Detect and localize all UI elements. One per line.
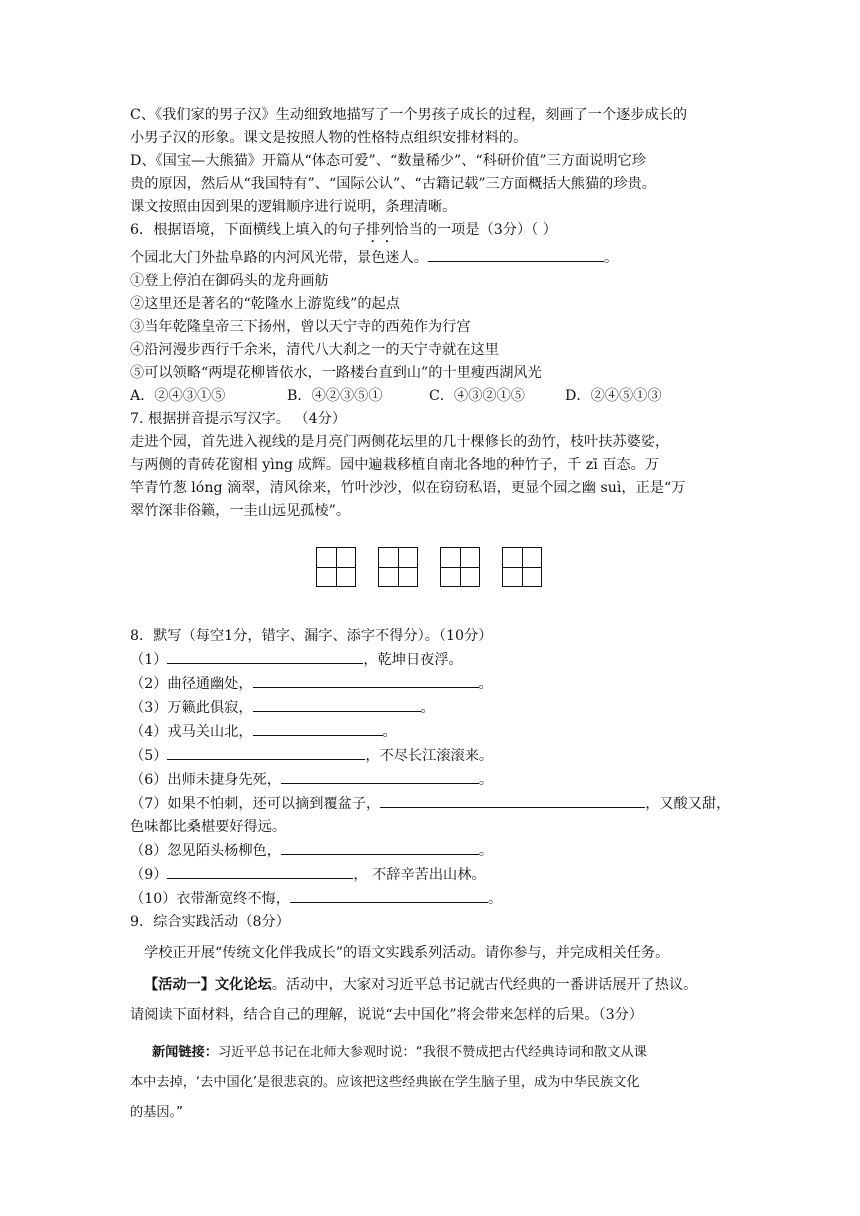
option-d-line-3: 课文按照由因到果的逻辑顺序进行说明，条理清晰。 — [130, 199, 457, 215]
q6-sentence-1: ①登上停泊在御码头的龙舟画舫 — [130, 273, 329, 289]
q8-line-7 — [130, 792, 750, 816]
q8-line-8-end: 。 — [478, 843, 494, 859]
news-link-label: 新闻链接： — [152, 1045, 218, 1060]
q6-sentence-5: ⑤可以领略“两堤花柳皆依水，一路楼台直到山”的十里瘦西湖风光 — [130, 365, 542, 381]
q9-intro: 学校正开展“传统文化伴我成长”的语文实践系列活动。请你参与，并完成相关任务。 — [144, 945, 670, 961]
q8-line-8 — [130, 839, 750, 863]
q8-blank-6[interactable] — [281, 768, 479, 784]
q8-line-9-text: ， 不辞辛苦出山林。 — [353, 867, 486, 883]
q8-blank-7[interactable] — [380, 792, 645, 808]
activity-1-label: 【活动一】文化论坛 — [144, 977, 272, 993]
q8-blank-9[interactable] — [167, 863, 353, 879]
q8-line-9-label: （9） — [130, 867, 168, 883]
q8-line-5-label: （5） — [130, 748, 168, 764]
news-link-text-1: 习近平总书记在北师大参观时说：“我很不赞成把古代经典诗词和散文从课 — [217, 1045, 647, 1060]
q8-line-2-text: （2）曲径通幽处， — [130, 676, 253, 692]
q8-line-1-label: （1） — [130, 652, 168, 668]
q6-context-text: 个园北大门外盐阜路的内河风光带，景色迷人。 — [130, 250, 428, 266]
q8-line-4 — [130, 720, 750, 744]
option-c-line-1: C、《我们家的男子汉》生动细致地描写了一个男孩子成长的过程，刻画了一个逐步成长的 — [130, 107, 688, 123]
q8-line-5-text: ，不尽长江滚滚来。 — [365, 748, 494, 764]
q8-line-2-end: 。 — [478, 676, 493, 692]
news-link-line-1 — [130, 1038, 750, 1068]
q8-line-6 — [130, 768, 750, 792]
answer-cell-3[interactable] — [440, 547, 480, 587]
q8-line-7-after: ，又酸又甜， — [645, 796, 731, 812]
question-9-title: 9．综合实践活动（8分） — [130, 914, 290, 930]
exam-page — [130, 104, 750, 1128]
q8-line-7-text: （7）如果不怕刺，还可以摘到覆盆子， — [130, 796, 381, 812]
answer-cell-4[interactable] — [502, 547, 542, 587]
q6-option-b: B．④②③⑤① — [287, 388, 383, 404]
q8-line-10 — [130, 887, 750, 911]
q8-line-10-text: （10）衣带渐宽终不悔， — [130, 891, 290, 907]
q6-option-d: D．②④⑤①③ — [565, 388, 662, 404]
q8-line-6-text: （6）出师未捷身先死， — [130, 772, 281, 788]
q6-prefix: 6．根据语境，下面横线上填入的句子 — [130, 222, 367, 238]
q8-line-1 — [130, 648, 750, 672]
q9-activity-1-line-2: 请阅读下面材料，结合自己的理解，说说“去中国化”将会带来怎样的后果。（3分） — [130, 1007, 643, 1023]
q6-sentence-2: ②这里还是著名的“乾隆水上游览线”的起点 — [130, 296, 400, 312]
activity-1-text: 。活动中，大家对习近平总书记就古代经典的一番讲话展开了热议。 — [271, 977, 698, 993]
q8-blank-1[interactable] — [167, 648, 363, 664]
q8-blank-3[interactable] — [253, 696, 421, 712]
q7-passage-line-2: 与两侧的青砖花窗相 yìng 成辉。园中遍栽移植自南北各地的种竹子，千 zī 百态。万 — [130, 457, 660, 473]
q8-line-4-end: 。 — [382, 724, 397, 740]
q8-line-3-end: 。 — [420, 700, 435, 716]
q8-line-4-text: （4）戎马关山北， — [130, 724, 253, 740]
q8-line-5 — [130, 744, 750, 768]
q6-context — [130, 246, 750, 270]
q8-line-9 — [130, 863, 750, 887]
question-6-title — [130, 219, 750, 246]
q6-sentence-3: ③当年乾隆皇帝三下扬州，曾以天宁寺的西苑作为行宫 — [130, 319, 471, 335]
q6-answer-blank[interactable] — [428, 246, 604, 262]
option-d-line-2: 贵的原因，然后从“我国特有”、“国际公认”、“古籍记载”三方面概括大熊猫的珍贵。 — [130, 176, 656, 192]
q8-blank-8[interactable] — [281, 839, 479, 855]
q6-sentence-4: ④沿河漫步西行千余米，清代八大刹之一的天宁寺就在这里 — [130, 342, 499, 358]
option-c-line-2: 小男子汉的形象。课文是按照人物的性格特点组织安排材料的。 — [130, 130, 528, 146]
q7-passage-line-1: 走进个园，首先进入视线的是月亮门两侧花坛里的几十棵修长的劲竹，枝叶扶苏婆娑， — [130, 434, 670, 450]
q8-blank-4[interactable] — [253, 720, 383, 736]
q7-answer-grid — [316, 547, 750, 593]
answer-cell-1[interactable] — [316, 547, 356, 587]
answer-cell-2[interactable] — [378, 547, 418, 587]
q8-line-6-end: 。 — [478, 772, 494, 788]
q8-line-3 — [130, 696, 750, 720]
option-d-line-1: D、《国宝—大熊猫》开篇从“体态可爱”、“数量稀少”、“科研价值”三方面说明它珍 — [130, 153, 646, 169]
q6-options — [130, 385, 750, 408]
q6-context-end: 。 — [603, 250, 619, 266]
q9-activity-1-line-1 — [130, 970, 750, 1000]
q7-passage-line-3: 竿青竹葱 lóng 滴翠，清风徐来，竹叶沙沙，似在窃窃私语，更显个园之幽 suì，正是“万 — [130, 480, 686, 496]
q6-emphasis: 排列 — [366, 222, 395, 238]
q7-passage-line-4: 翠竹深非俗籁，一圭山远见孤棱”。 — [130, 503, 351, 519]
q8-blank-10[interactable] — [290, 887, 488, 903]
q6-suffix: 恰当的一项是（3分）（ ） — [394, 222, 557, 238]
q8-blank-2[interactable] — [253, 672, 479, 688]
q8-line-3-text: （3）万籁此俱寂， — [130, 700, 253, 716]
q8-line-1-text: ，乾坤日夜浮。 — [363, 652, 463, 668]
question-7-title: 7. 根据拼音提示写汉字。 （4分） — [130, 411, 347, 427]
news-link-line-2: 本中去掉，‘去中国化’是很悲哀的。应该把这些经典嵌在学生脑子里，成为中华民族文化 — [130, 1075, 640, 1090]
q8-line-8-text: （8）忽见陌头杨柳色， — [130, 843, 281, 859]
q8-line-10-end: 。 — [487, 891, 503, 907]
news-link-line-3: 的基因。” — [130, 1105, 183, 1120]
q8-blank-5[interactable] — [167, 744, 365, 760]
question-8-title: 8．默写（每空1分，错字、漏字、添字不得分）。（10分） — [130, 628, 493, 644]
q6-option-a: A．②④③①⑤ — [130, 388, 226, 404]
q6-option-c: C．④③②①⑤ — [429, 388, 525, 404]
q8-line-2 — [130, 672, 750, 696]
q8-line-7-continued: 色味都比桑椹要好得远。 — [130, 819, 287, 835]
